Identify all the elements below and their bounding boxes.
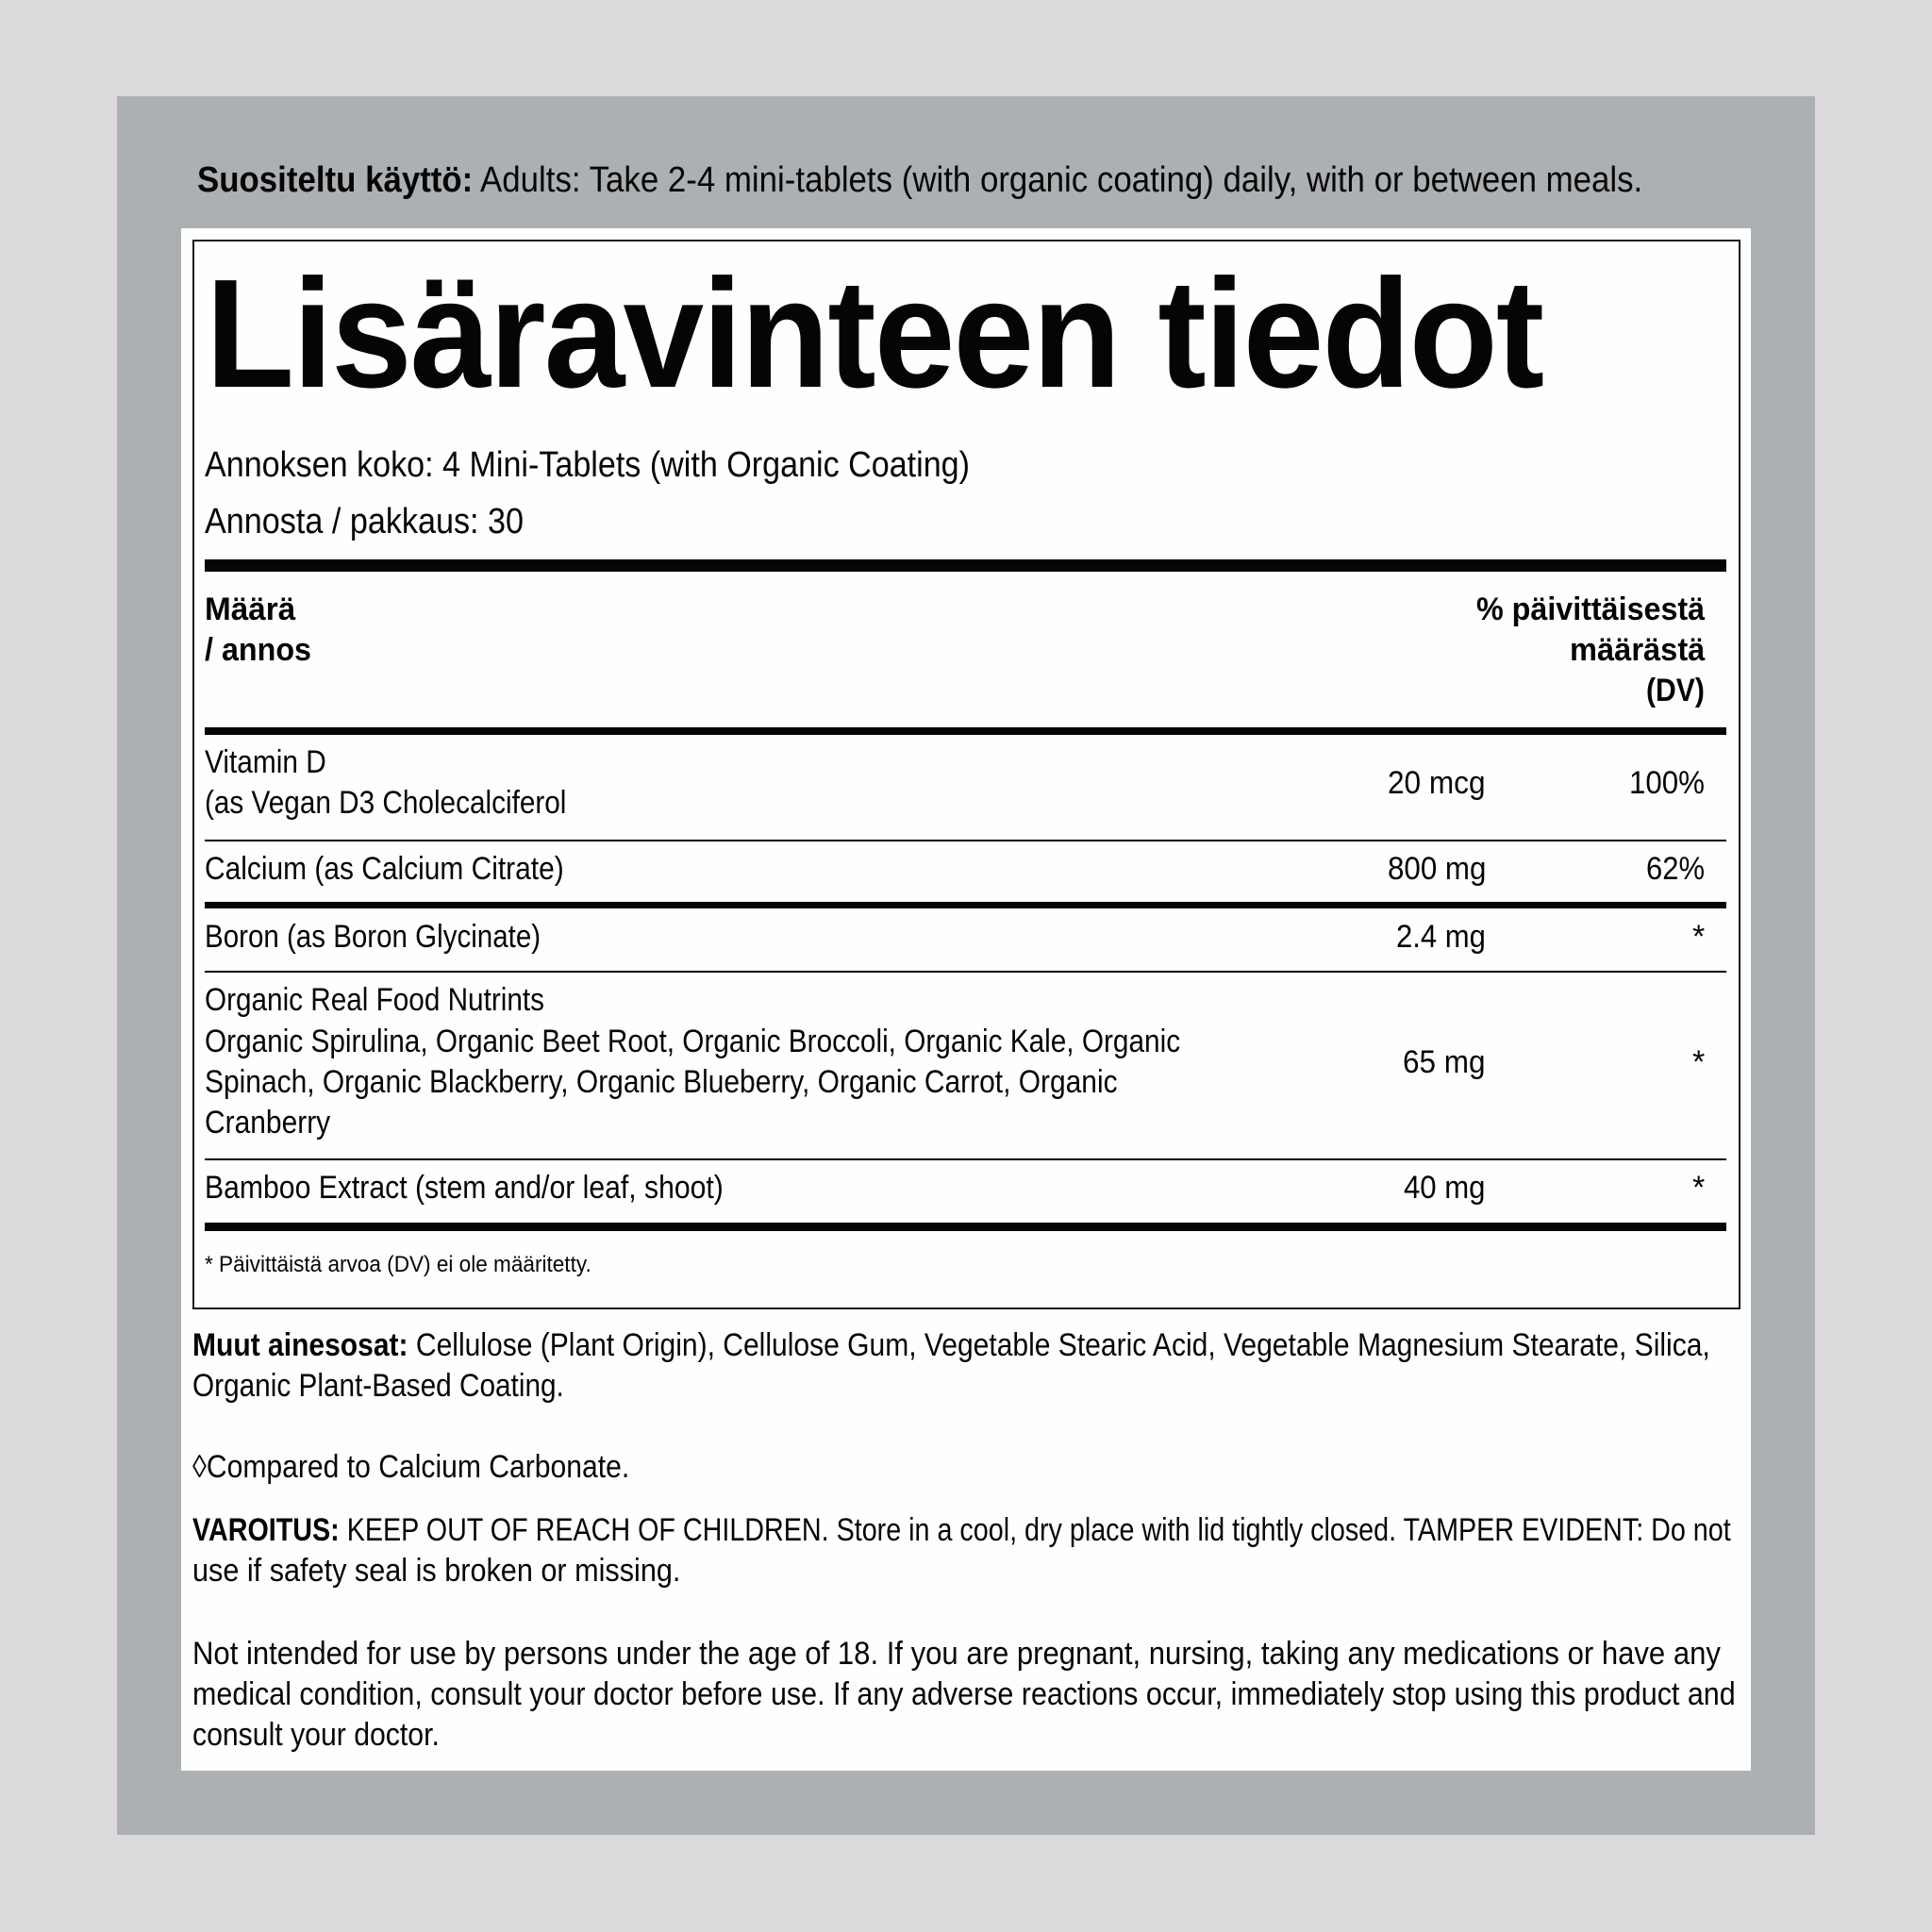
nutrient-dv: 100% [1628, 765, 1705, 801]
other-ingredients-text: Cellulose (Plant Origin), Cellulose Gum, Vegetable Stearic Acid, Vegetable Magnesium Stearate, Silica, [408, 1327, 1710, 1363]
nutrient-amount: 800 mg [1388, 851, 1487, 887]
nutrient-dv: 62% [1646, 851, 1706, 887]
row-divider [205, 1158, 1726, 1160]
compared-note: ◊Compared to Calcium Carbonate. [192, 1449, 630, 1485]
nutrient-name: Vitamin D [205, 744, 326, 780]
nutrient-name: Calcium (as Calcium Citrate) [205, 851, 564, 887]
thick-divider [205, 1223, 1726, 1231]
nutrient-amount: 2.4 mg [1395, 919, 1486, 955]
thick-divider [205, 559, 1726, 572]
header-dv-line3: (DV) [1645, 673, 1705, 708]
directions-label: Suositeltu käyttö: [197, 160, 474, 200]
warning-label: VAROITUS: [192, 1512, 340, 1548]
row-divider [205, 971, 1726, 973]
disclaimer-line3: consult your doctor. [192, 1717, 440, 1753]
other-ingredients-label: Muut ainesosat: [192, 1327, 408, 1363]
nutrient-name: Organic Real Food Nutrints [205, 982, 544, 1018]
directions [197, 162, 1642, 198]
nutrient-blend-line: Cranberry [205, 1105, 331, 1141]
header-dv-line1: % päivittäisestä [1476, 591, 1706, 627]
directions-text: Adults: Take 2-4 mini-tablets (with organic coating) daily, with or between meals. [473, 160, 1643, 200]
nutrient-name: Boron (as Boron Glycinate) [205, 919, 541, 955]
nutrient-amount: 20 mcg [1387, 765, 1486, 801]
nutrient-source: (as Vegan D3 Cholecalciferol [205, 785, 567, 821]
other-ingredients-line1 [192, 1329, 1710, 1361]
header-amount-line1: Määrä [205, 591, 296, 627]
servings-per-container: Annosta / pakkaus: 30 [205, 502, 525, 541]
header-amount-line2: / annos [205, 632, 312, 668]
nutrient-dv: * [1692, 919, 1706, 955]
row-divider [205, 840, 1726, 841]
nutrient-amount: 65 mg [1402, 1044, 1486, 1080]
warning-line2: use if safety seal is broken or missing. [192, 1553, 681, 1589]
nutrient-name: Bamboo Extract (stem and/or leaf, shoot) [205, 1170, 724, 1206]
serving-size: Annoksen koko: 4 Mini-Tablets (with Organic Coating) [205, 445, 970, 485]
header-dv-line2: määrästä [1570, 632, 1706, 668]
nutrient-blend-line: Organic Spirulina, Organic Beet Root, Organic Broccoli, Organic Kale, Organic [205, 1024, 1181, 1059]
dv-footnote: * Päivittäistä arvoa (DV) ei ole määritetty. [205, 1252, 591, 1277]
disclaimer-line2: medical condition, consult your doctor before use. If any adverse reactions occur, immediately stop using this product and [192, 1676, 1736, 1712]
nutrient-dv: * [1692, 1170, 1706, 1206]
disclaimer-line1: Not intended for use by persons under the age of 18. If you are pregnant, nursing, taking any medications or have any [192, 1636, 1721, 1672]
nutrient-dv: * [1692, 1044, 1706, 1080]
header-divider [205, 727, 1726, 735]
facts-title: Lisäravinteen tiedot [206, 247, 1543, 420]
nutrient-blend-line: Spinach, Organic Blackberry, Organic Blueberry, Organic Carrot, Organic [205, 1064, 1118, 1100]
other-ingredients-line2: Organic Plant-Based Coating. [192, 1368, 564, 1404]
warning-text: KEEP OUT OF REACH OF CHILDREN. Store in a cool, dry place with lid tightly closed. TAMPER EVIDENT: Do not [339, 1512, 1731, 1548]
nutrient-amount: 40 mg [1403, 1170, 1486, 1206]
medium-divider [205, 902, 1726, 908]
warning-line1 [192, 1514, 1731, 1546]
